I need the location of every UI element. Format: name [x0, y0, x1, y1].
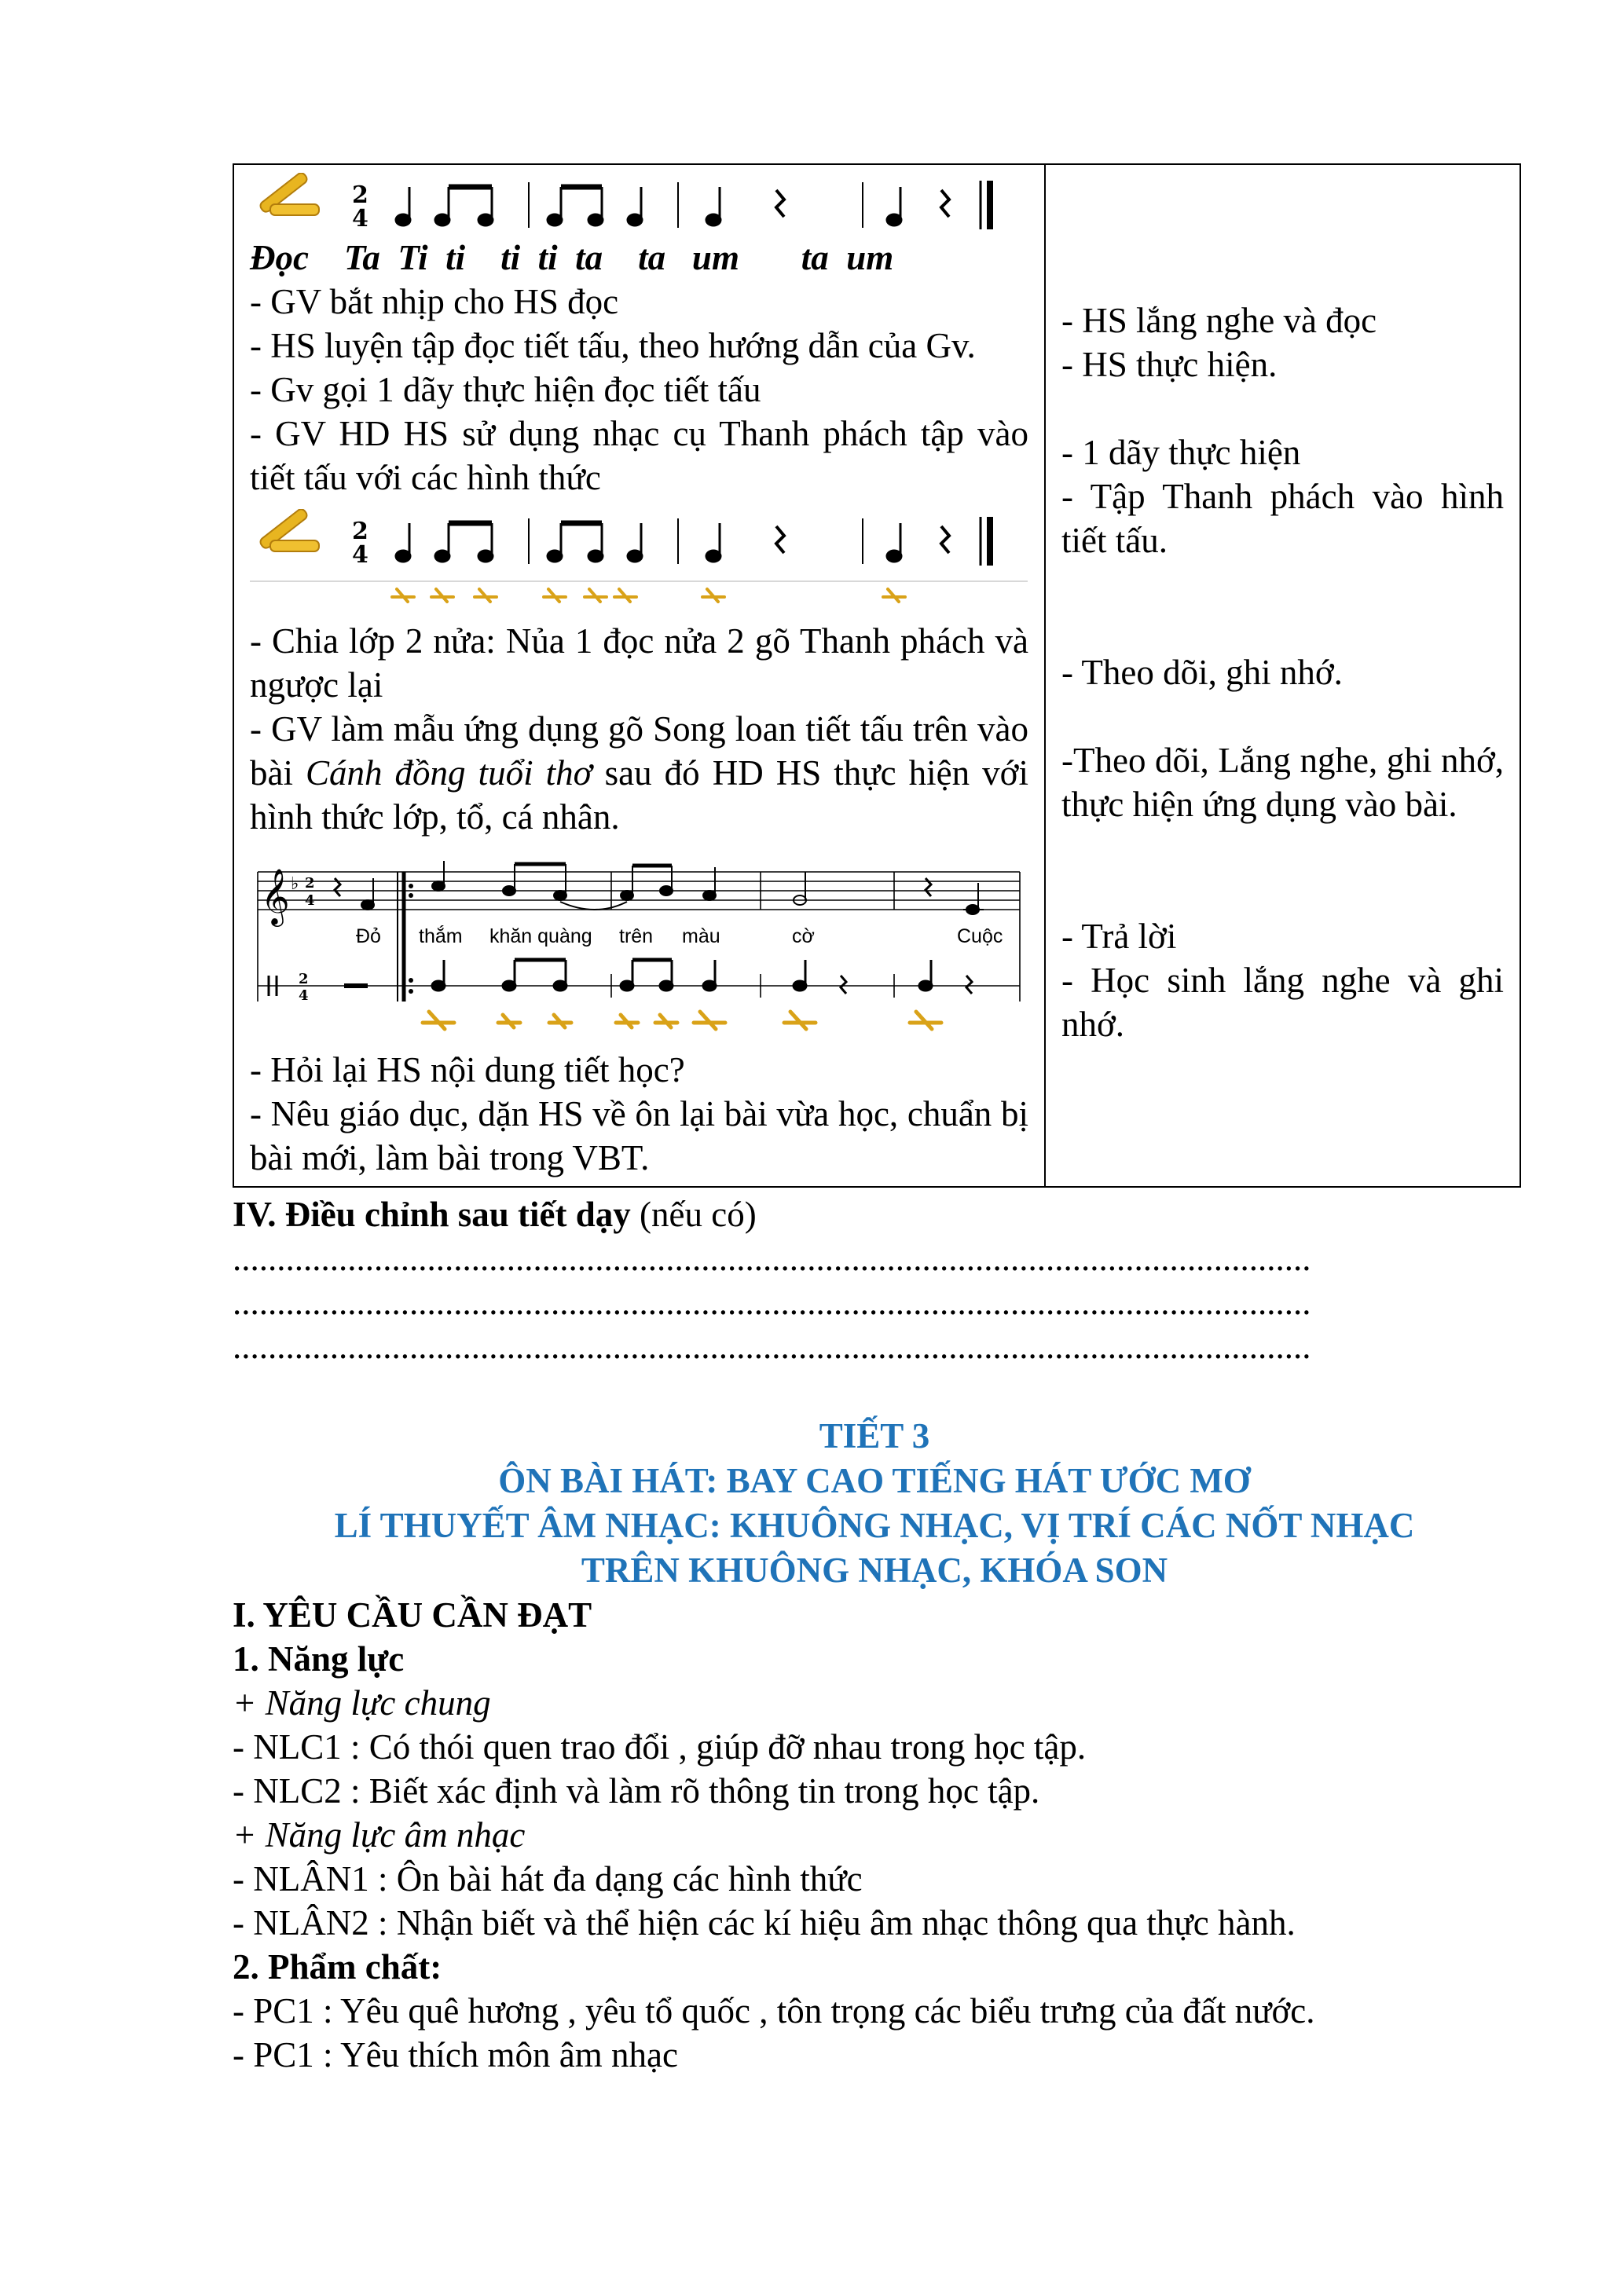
rhythm-reading: Đọc Ta Ti ti ti ti ta ta um ta um — [250, 238, 894, 277]
gv-line-8: - Nêu giáo dục, dặn HS về ôn lại bài vừa học, chuẩn bị bài mới, làm bài trong VBT. — [250, 1094, 1028, 1177]
competence-heading: 1. Năng lực — [233, 1639, 405, 1679]
hs-line-3: - 1 dãy thực hiện — [1061, 433, 1301, 472]
requirements-section — [233, 1593, 1516, 2077]
adjustment-heading-bold: IV. Điều chỉnh sau tiết dạy — [233, 1195, 631, 1234]
svg-text:2: 2 — [299, 971, 309, 987]
dotted-line-3: .......................................................................................................................... — [233, 1327, 1311, 1366]
lyric-2: thắm — [419, 925, 463, 947]
clapper-sticks-icon — [258, 509, 319, 551]
pc2-line: - PC1 : Yêu thích môn âm nhạc — [233, 2035, 678, 2074]
hs-line-5: - Theo dõi, ghi nhớ. — [1061, 653, 1343, 692]
svg-text:2: 2 — [352, 181, 368, 209]
treble-clef-icon: 𝄞 — [261, 867, 290, 925]
hs-line-2: - HS thực hiện. — [1061, 345, 1278, 384]
gv-demo-text-1: - GV làm mẫu ứng dụng gõ Song loan tiết tấu trên vào bài — [250, 709, 1028, 793]
nlc1-line: - NLC1 : Có thói quen trao đổi , giúp đỡ nhau trong học tập. — [233, 1727, 1087, 1767]
lesson-title-line-3: LÍ THUYẾT ÂM NHẠC: KHUÔNG NHẠC, VỊ TRÍ CÁC NỐT NHẠC — [334, 1506, 1415, 1545]
stick-marks — [392, 589, 905, 602]
svg-text:4: 4 — [352, 541, 368, 569]
requirements-heading: I. YÊU CẦU CẦN ĐẠT — [233, 1595, 592, 1635]
nlc2-line: - NLC2 : Biết xác định và làm rõ thông tin trong học tập. — [233, 1771, 1040, 1811]
clapper-sticks-icon — [258, 173, 319, 215]
gv-line-3: - Gv gọi 1 dãy thực hiện đọc tiết tấu — [250, 370, 761, 409]
lesson-title — [233, 1414, 1516, 1593]
lyric-3: khăn quàng — [489, 925, 592, 947]
gv-line-4: - GV HD HS sử dụng nhạc cụ Thanh phách tập vào tiết tấu với các hình thức — [250, 414, 1028, 497]
svg-text:4: 4 — [305, 892, 315, 909]
gv-line-2: - HS luyện tập đọc tiết tấu, theo hướng dẫn của Gv. — [250, 326, 976, 365]
lesson-title-line-1: TIẾT 3 — [819, 1416, 930, 1456]
hs-line-8: - Học sinh lắng nghe và ghi nhớ. — [1061, 961, 1504, 1044]
lesson-table — [233, 163, 1521, 1188]
gv-line-5: - Chia lớp 2 nửa: Nủa 1 đọc nửa 2 gõ Thanh phách và ngược lại — [250, 621, 1028, 705]
hs-line-7: - Trả lời — [1061, 917, 1177, 956]
gv-demo-text-2: sau đó HD HS thực hiện với hình thức lớp, tổ, cá nhân. — [250, 753, 1028, 837]
page — [233, 163, 1516, 2077]
qualities-heading: 2. Phẩm chất: — [233, 1947, 442, 1987]
stick-marks — [423, 1012, 941, 1029]
teacher-activities-cell — [233, 164, 1045, 1187]
hs-line-1: - HS lắng nghe và đọc — [1061, 301, 1377, 340]
student-activities-cell — [1045, 164, 1520, 1187]
general-competence-subheading: + Năng lực chung — [233, 1683, 491, 1723]
gv-line-7: - Hỏi lại HS nội dung tiết học? — [250, 1050, 685, 1089]
lesson-title-line-2: ÔN BÀI HÁT: BAY CAO TIẾNG HÁT ƯỚC MƠ — [498, 1461, 1251, 1500]
lyric-4: trên — [619, 925, 654, 947]
dotted-line-1: .......................................................................................................................... — [233, 1239, 1311, 1278]
song-title: Cánh đồng tuổi thơ — [306, 753, 592, 793]
lesson-title-line-4: TRÊN KHUÔNG NHẠC, KHÓA SON — [581, 1551, 1168, 1590]
pc1-line: - PC1 : Yêu quê hương , yêu tổ quốc , tôn trọng các biểu trưng của đất nước. — [233, 1991, 1315, 2031]
adjustment-heading-note: (nếu có) — [630, 1195, 757, 1234]
gv-line-1: - GV bắt nhịp cho HS đọc — [250, 282, 619, 321]
lyric-6: cờ — [792, 925, 815, 947]
rhythm-notation-with-sticks — [250, 509, 1028, 611]
music-score — [250, 856, 1028, 1037]
rhythm-notation — [250, 173, 1028, 236]
svg-text:2: 2 — [352, 518, 368, 545]
svg-text:2: 2 — [305, 875, 315, 892]
svg-text:4: 4 — [352, 205, 368, 233]
nlan2-line: - NLÂN2 : Nhận biết và thể hiện các kí hiệu âm nhạc thông qua thực hành. — [233, 1903, 1296, 1943]
lyric-5: màu — [682, 925, 720, 947]
music-competence-subheading: + Năng lực âm nhạc — [233, 1815, 526, 1855]
svg-text:♭: ♭ — [291, 874, 299, 894]
dotted-line-2: .......................................................................................................................... — [233, 1283, 1311, 1322]
nlan1-line: - NLÂN1 : Ôn bài hát đa dạng các hình thức — [233, 1859, 863, 1899]
adjustment-heading — [233, 1192, 1516, 1236]
hs-line-4: - Tập Thanh phách vào hình tiết tấu. — [1061, 477, 1504, 560]
hs-line-6: -Theo dõi, Lắng nghe, ghi nhớ, thực hiện ứng dụng vào bài. — [1061, 741, 1504, 824]
svg-text:4: 4 — [299, 987, 309, 1004]
gv-line-6 — [250, 707, 1028, 839]
lyric-7: Cuộc — [957, 925, 1003, 947]
lyric-1: Đỏ — [356, 925, 381, 947]
